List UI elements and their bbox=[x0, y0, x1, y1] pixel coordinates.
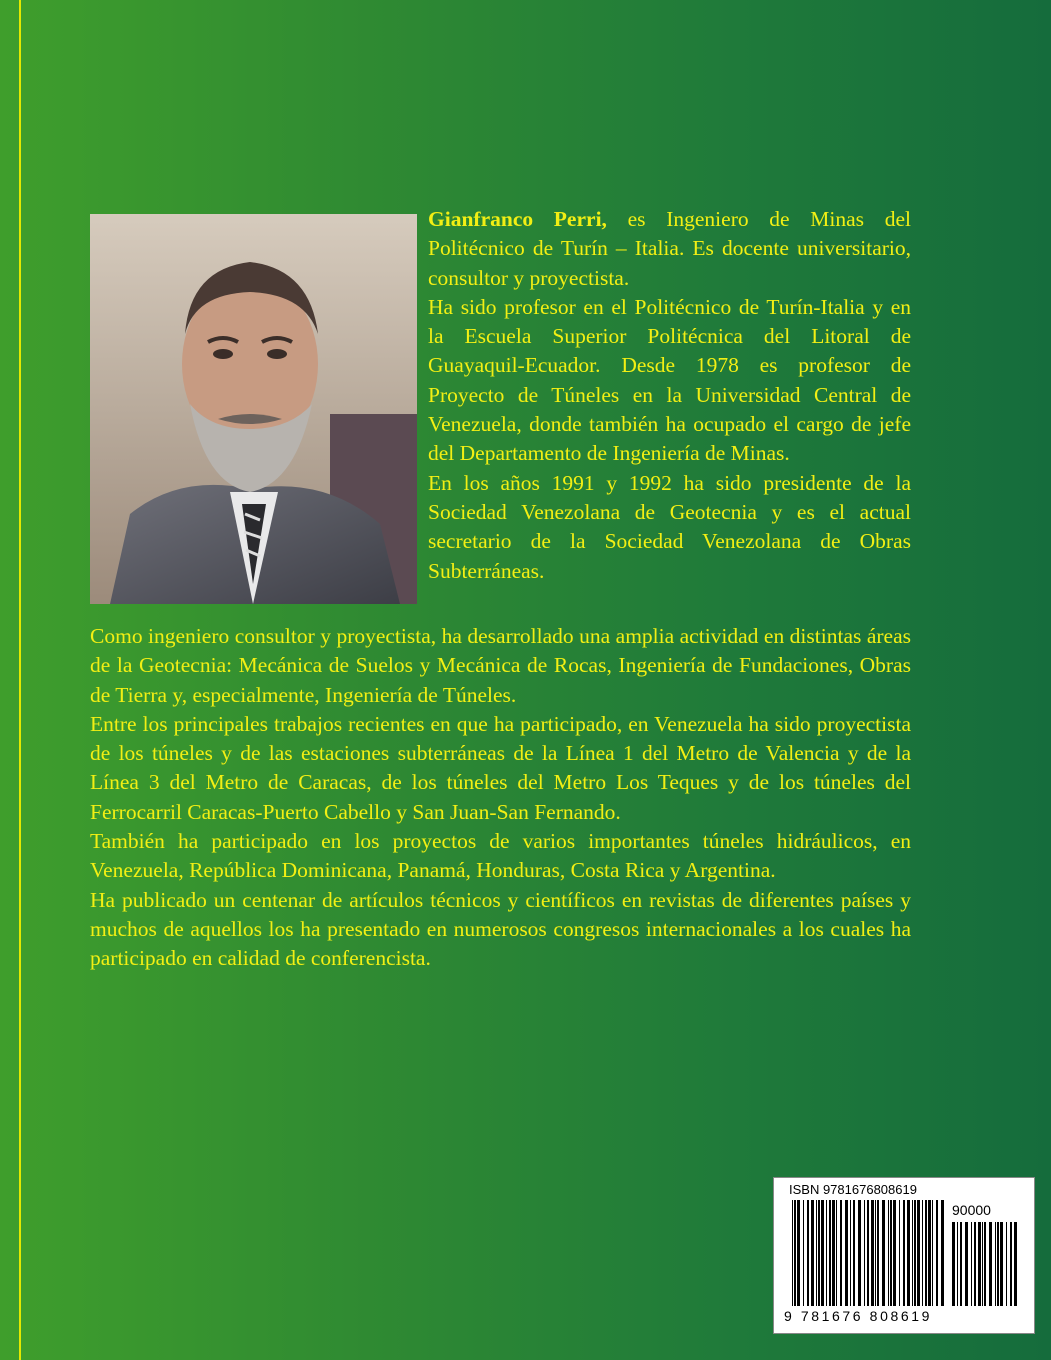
bio-bottom-block bbox=[90, 622, 911, 974]
bio-paragraph-2: Ha sido profesor en el Politécnico de Turín-Italia y en la Escuela Superior Politécnica del Litoral de Guayaquil-Ecuador. Desde 1978 es profesor de Proyecto de Túneles en la Universidad Central de Venezuela, donde también ha ocupado el cargo de jefe del Departamento de Ingeniería de Minas. bbox=[428, 294, 911, 466]
author-portrait bbox=[90, 214, 417, 604]
bio-intro-text: es Ingeniero de Minas del Politécnico de Turín – Italia. Es docente universitario, consultor y proyectista. bbox=[428, 207, 911, 290]
barcode-digits: 9 781676 808619 bbox=[784, 1308, 932, 1324]
bio-paragraph-7: Ha publicado un centenar de artículos técnicos y científicos en revistas de diferentes países y muchos de aquellos los ha presentado en numerosos congresos internacionales a los cuales ha participado en calidad de conferencista. bbox=[90, 887, 911, 971]
bio-paragraph-6: También ha participado en los proyectos de varios importantes túneles hidráulicos, en Venezuela, República Dominicana, Panamá, Honduras, Costa Rica y Argentina. bbox=[90, 829, 911, 883]
bio-intro-paragraph bbox=[428, 205, 911, 293]
price-code: 90000 bbox=[952, 1202, 991, 1218]
isbn-label: ISBN 9781676808619 bbox=[789, 1182, 917, 1197]
barcode-bars-main bbox=[792, 1200, 947, 1308]
left-border-line bbox=[19, 0, 21, 1360]
isbn-barcode bbox=[773, 1177, 1035, 1334]
bio-paragraph-5: Entre los principales trabajos recientes en que ha participado, en Venezuela ha sido proyectista de los túneles y de las estaciones subterráneas de la Línea 1 del Metro de Valencia y de la Línea 3 del Metro de Caracas, de los túneles del Metro Los Teques y de los túneles del Ferrocarril Caracas-Puerto Cabello y San Juan-San Fernando. bbox=[90, 711, 911, 824]
bio-paragraph-4: Como ingeniero consultor y proyectista, ha desarrollado una amplia actividad en distintas áreas de la Geotecnia: Mecánica de Suelos y Mecánica de Rocas, Ingeniería de Fundaciones, Obras de Tierra y, especialmente, Ingeniería de Túneles. bbox=[90, 624, 911, 707]
author-name: Gianfranco Perri, bbox=[428, 207, 607, 231]
bio-paragraph-3: En los años 1991 y 1992 ha sido presidente de la Sociedad Venezolana de Geotecnia y es el actual secretario de la Sociedad Venezolana de Obras Subterráneas. bbox=[428, 470, 911, 583]
barcode-bars-addon bbox=[952, 1222, 1022, 1308]
bio-top-block bbox=[428, 205, 911, 586]
